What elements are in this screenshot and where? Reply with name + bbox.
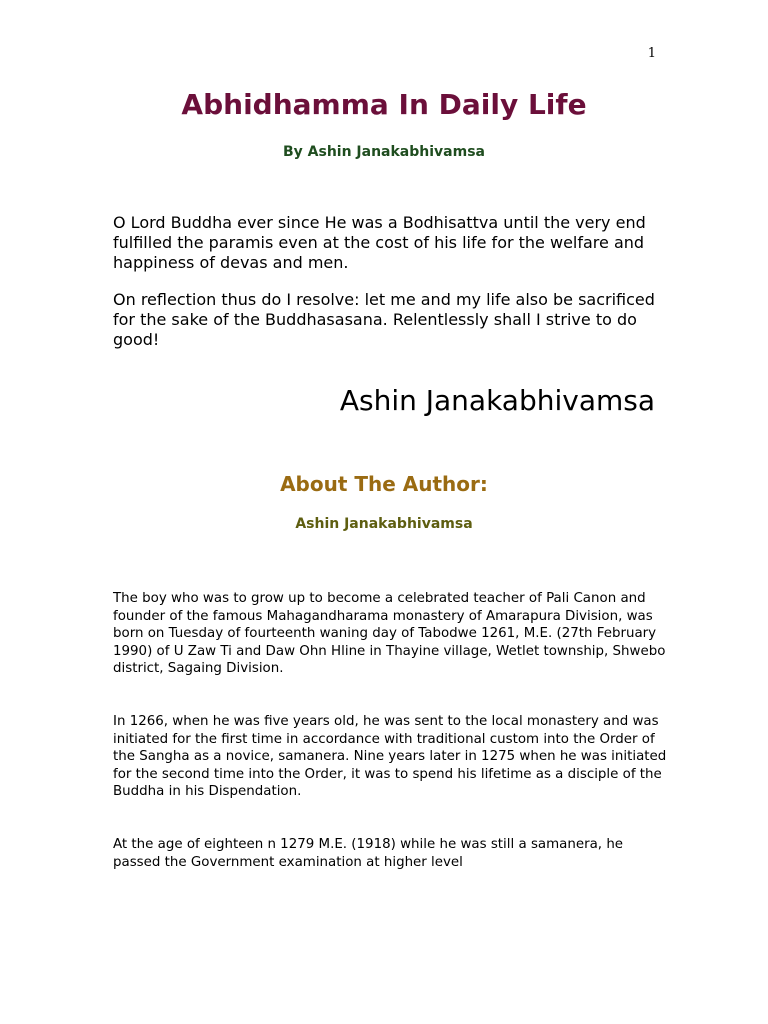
biography-paragraph: In 1266, when he was five years old, he was sent to the local monastery and was initiated for the first time in accordance with traditional custom into the Order of the Sangha as a novice, samanera. Nine years later in 1275 when he was initiated for the second time into the Order, it was to spend his lifetime as a disciple of the Buddha in his Dispendation. <box>113 714 667 800</box>
signature: Ashin Janakabhivamsa <box>339 384 655 417</box>
about-author-heading: About The Author: <box>280 472 488 496</box>
document-title: Abhidhamma In Daily Life <box>181 88 587 121</box>
page-number: 1 <box>647 46 656 61</box>
about-author-name: Ashin Janakabhivamsa <box>295 516 473 532</box>
author-byline: By Ashin Janakabhivamsa <box>282 144 485 160</box>
dedication-paragraph: On reflection thus do I resolve: let me and my life also be sacrificed for the sake of the Buddhasasana. Relentlessly shall I strive to do good! <box>113 290 655 349</box>
biography-paragraph: At the age of eighteen n 1279 M.E. (1918) while he was still a samanera, he passed the Government examination at higher level <box>113 837 624 870</box>
dedication-paragraph: O Lord Buddha ever since He was a Bodhisattva until the very end fulfilled the paramis even at the cost of his life for the welfare and happiness of devas and men. <box>113 213 646 272</box>
biography-paragraph: The boy who was to grow up to become a celebrated teacher of Pali Canon and founder of the famous Mahagandharama monastery of Amarapura Division, was born on Tuesday of fourteenth waning day of Tabodwe 1261, M.E. (27th February 1990) of U Zaw Ti and Daw Ohn Hline in Thayine village, Wetlet township, Shwebo district, Sagaing Division. <box>113 591 666 677</box>
